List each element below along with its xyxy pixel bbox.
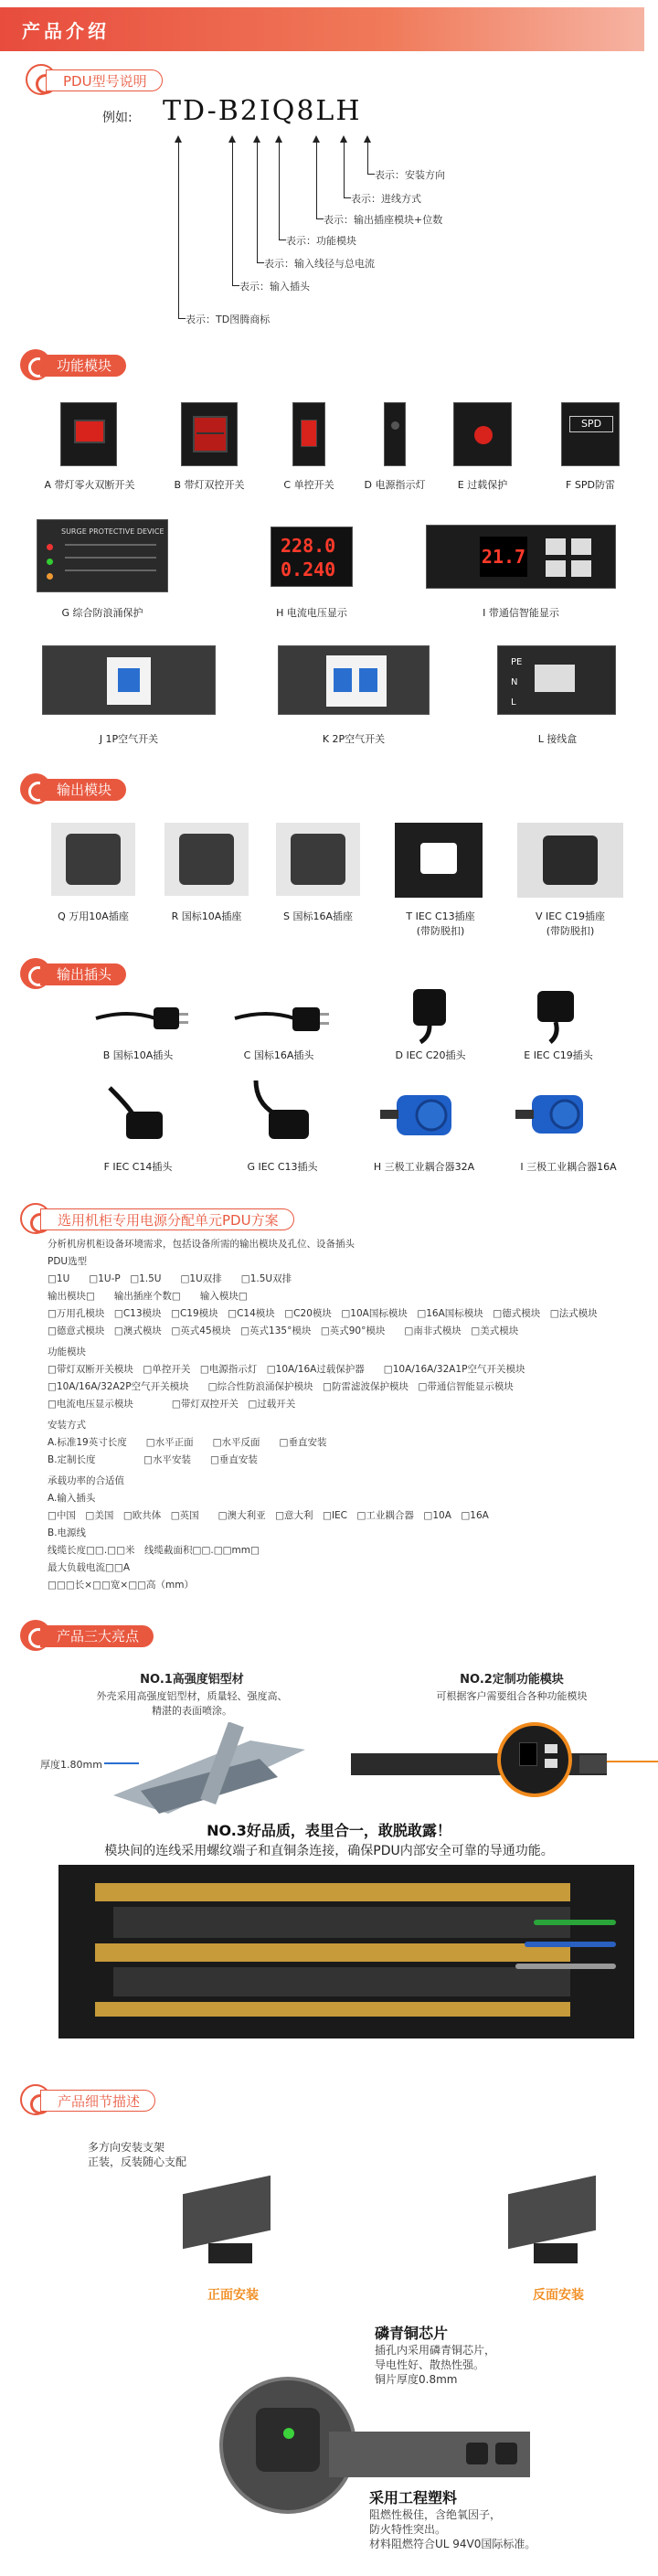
module-j-image [42,645,216,715]
module-c-caption: C 单控开关 [283,479,334,491]
plastic-title: 采用工程塑料 [369,2489,458,2507]
socket-v-image [517,823,623,898]
socket-s-image [276,823,360,896]
socket-t-image [395,823,483,898]
selection-form: 分析机房机柜设备环境需求，包括设备所需的输出模块及孔位、设备插头 PDU选型 □1U □1U-P □1.5U □1U双排 □1.5U双排 输出模块□ 输出插座个数□ 输入模块□ □万用孔模块 □C13模块 □C19模块 □C14模块 □C20模块 □10A国标模块 □16A国标模块 □德式模块 □法式模块 □德意式模块 □澳式模块 □英式45模块 □英式135°模块 □英式90°模块 □南非式模块 □美式模块 功能模块 □带灯双断开关模块 □单控开关 □电源指示灯 □10A/16A过载保护器 □10A/16A/32A1P空气开关模块 □10A/16A/32A2P空气开关模块 □综合性防浪涌保护模块 □防雷滤波保护模块 □带通信智能显示模块 □电流电压显示模块 □带灯双控开关 □过载开关 安装方式 A.标准19英寸长度 □水平正面 □水平反面 □垂直安装 B.定制长度 □水平安装 □垂直安装 承载功率的合适值 A.输入插头 □中国 □美国 □欧共体 □英国 □澳大利亚 □意大利 □IEC □工业耦合器 □10A □16A B.电源线 线缆长度□□.□□米 线缆截面积□□.□□mm□ 最大负载电流□□A □□□长×□□宽×□□高（mm） [48,1239,598,1591]
highlight-1-thickness: 厚度1.80mm [40,1759,102,1771]
module-g-caption: G 综合防浪涌保护 [61,607,143,619]
plug-h-caption: H 三极工业耦合器32A [373,1161,475,1173]
model-diagram [0,0,658,338]
socket-t-sub: (带防脱扣) [416,925,465,937]
mount-text-a: 多方向安装支架 [88,2141,165,2154]
plug-d-caption: D IEC C20插头 [395,1049,466,1061]
plug-g-caption: G IEC C13插头 [247,1161,318,1173]
module-h-caption: H 电流电压显示 [276,607,347,619]
plug-f-image [101,1079,174,1152]
module-k-caption: K 2P空气开关 [322,733,386,745]
copper-text-b: 导电性好、散热性强。 [375,2358,485,2371]
legend-install-direction: 表示：安装方向 [375,169,445,181]
module-b-image [181,402,238,466]
module-a-image [60,402,117,466]
module-e-caption: E 过载保护 [457,479,508,491]
copper-text-c: 铜片厚度0.8mm [375,2373,458,2386]
plug-b-caption: B 国标10A插头 [102,1049,174,1061]
socket-s-caption: S 国标16A插座 [282,910,353,922]
plug-i-caption: I 三极工业耦合器16A [520,1161,617,1173]
module-f-caption: F SPD防雷 [566,479,615,491]
module-h-image: 228.0 0.240 [271,527,353,587]
module-i-image: 21.7 [426,525,616,589]
module-l-image: PE N L [497,645,616,715]
plug-c-caption: C 国标16A插头 [243,1049,314,1061]
module-d-caption: D 电源指示灯 [364,479,426,491]
module-e-image [453,402,512,466]
module-i-caption: I 带通信智能显示 [483,607,559,619]
plug-e-caption: E IEC C19插头 [524,1049,593,1061]
front-mount-label: 正面安装 [207,2288,259,2303]
legend-inlet-mode: 表示：进线方式 [351,193,421,205]
internal-wiring-image [58,1865,634,2038]
pdu-module-image [351,1717,658,1808]
module-l-caption: L 接线盒 [537,733,578,745]
back-mount-label: 反面安装 [533,2288,584,2303]
plug-d-image [397,982,461,1046]
mount-text-b: 正装，反装随心支配 [88,2156,187,2168]
plastic-text-a: 阻燃性极佳，含绝氧因子， [369,2508,502,2521]
plug-g-image [238,1075,320,1154]
highlight-2-title: NO.2定制功能模块 [460,1673,564,1687]
plug-c-image [230,991,331,1042]
copper-title: 磷青铜芯片 [375,2325,449,2342]
socket-r-image [164,823,249,896]
legend-brand: 表示：TD图腾商标 [186,314,271,325]
module-k-image [278,645,430,715]
socket-r-caption: R 国标10A插座 [171,910,242,922]
module-c-image [292,402,325,466]
socket-t-caption: T IEC C13插座 [406,910,475,922]
plug-e-image [523,982,587,1046]
plastic-text-b: 防火特性突出。 [369,2523,447,2536]
front-mount-image [174,2176,283,2276]
example-label: 例如: [102,111,133,125]
model-code: TD-B2IQ8LH [163,95,362,127]
socket-v-caption: V IEC C19插座 [535,910,606,922]
plastic-text-c: 材料阻燃符合UL 94V0国际标准。 [369,2538,536,2550]
socket-q-caption: Q 万用10A插座 [58,910,129,922]
plug-i-image [512,1080,603,1152]
plug-f-caption: F IEC C14插头 [103,1161,173,1173]
legend-input-cable: 表示：输入线径与总电流 [264,258,375,270]
legend-function-module: 表示：功能模块 [286,235,356,247]
legend-input-plug: 表示：输入插头 [239,281,310,293]
pdu-strip-image [329,2432,530,2477]
highlight-2-text: 可根据客户需要组合各种功能模块 [436,1690,588,1702]
module-j-caption: J 1P空气开关 [99,733,159,745]
module-b-caption: B 带灯双控开关 [174,479,245,491]
highlight-3-text: 模块间的连线采用螺纹端子和直铜条连接，确保PDU内部安全可靠的导通功能。 [104,1844,554,1858]
highlight-1-text-a: 外壳采用高强度铝型材，质量轻、强度高、 [96,1690,288,1702]
plug-b-image [91,991,192,1042]
banner-title: 产品介绍 [22,20,110,42]
module-d-image [384,402,406,466]
socket-v-sub: (带防脱扣) [546,925,595,937]
highlight-1-text-b: 精湛的表面喷涂。 [152,1705,232,1717]
module-a-caption: A 带灯零火双断开关 [44,479,135,491]
module-f-image: SPD [561,402,620,466]
copper-text-a: 插孔内采用磷青铜芯片， [375,2344,496,2357]
module-g-image: SURGE PROTECTIVE DEVICE [37,519,168,592]
legend-output-module: 表示：输出插座模块+位数 [324,214,443,226]
highlight-1-title: NO.1高强度铝型材 [140,1673,244,1687]
back-mount-image [499,2176,609,2276]
highlight-3-title: NO.3好品质，表里合一，敢脱敢露！ [207,1822,451,1839]
plug-h-image [377,1080,468,1152]
socket-q-image [51,823,135,896]
